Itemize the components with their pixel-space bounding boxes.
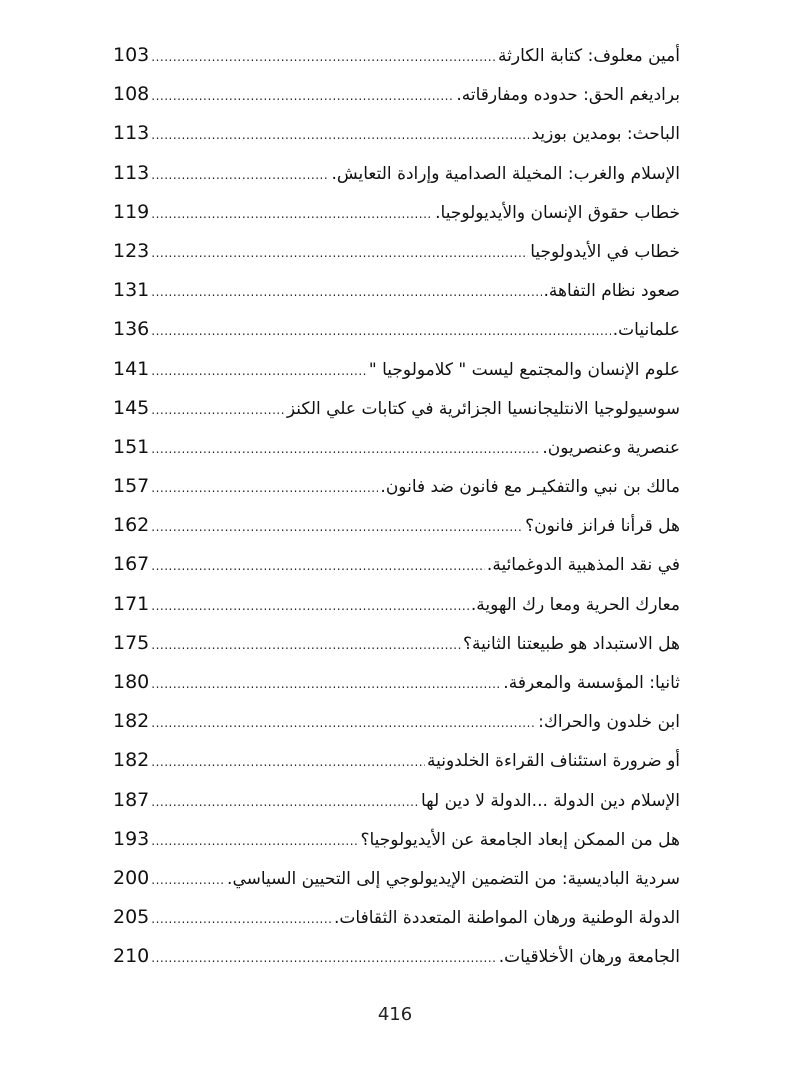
toc-entry-page: 119 [113, 200, 150, 223]
dot-leader [151, 195, 433, 232]
dot-leader [151, 234, 528, 271]
dot-leader [151, 626, 461, 663]
dot-leader [151, 743, 425, 780]
toc-entry[interactable] [113, 937, 680, 976]
toc-entry[interactable] [113, 428, 680, 467]
toc-entry-page: 113 [113, 161, 150, 184]
dot-leader [151, 116, 529, 153]
toc-entry[interactable] [113, 36, 680, 75]
toc-entry[interactable] [113, 467, 680, 506]
toc-entry-title: في نقد المذهبية الدوغمائية. [486, 555, 680, 576]
dot-leader [151, 587, 469, 624]
dot-leader [151, 861, 225, 898]
dot-leader [151, 900, 332, 937]
toc-entry-title: سردية الباديسية: من التضمين الإيديولوجي إلى التحيين السياسي. [227, 868, 680, 889]
toc-entry-page: 193 [113, 827, 150, 850]
dot-leader [151, 939, 496, 976]
toc-entry[interactable] [113, 624, 680, 663]
toc-entry-page: 157 [113, 475, 150, 498]
toc-entry[interactable] [113, 154, 680, 193]
toc-entry-page: 141 [113, 357, 150, 380]
toc-entry-title: براديغم الحق: حدوده ومفارقاته. [456, 85, 680, 106]
toc-entry-title: هل قرأنا فرانز فانون؟ [525, 516, 680, 537]
toc-entry-page: 162 [113, 514, 150, 537]
dot-leader [151, 430, 540, 467]
dot-leader [151, 508, 523, 545]
toc-entry-page: 200 [113, 866, 150, 889]
toc-entry[interactable] [113, 310, 680, 349]
toc-entry-page: 108 [113, 83, 150, 106]
toc-entry-title: الباحث: بومدين بوزيد [531, 124, 680, 145]
toc-entry[interactable] [113, 545, 680, 584]
dot-leader [151, 38, 496, 75]
dot-leader [151, 822, 358, 859]
toc-entry-title: ابن خلدون والحراك: [538, 712, 680, 733]
toc-entry-title: صعود نظام التفاهة. [543, 281, 680, 302]
toc-entry-title: خطاب في الأيدولوجيا [530, 241, 680, 262]
toc-entry[interactable] [113, 75, 680, 114]
toc-entry-page: 175 [113, 631, 150, 654]
toc-entry[interactable] [113, 506, 680, 545]
dot-leader [151, 273, 541, 310]
dot-leader [151, 312, 611, 349]
toc-entry-title: خطاب حقوق الإنسان والأيديولوجيا. [435, 202, 680, 223]
toc-entry[interactable] [113, 350, 680, 389]
toc-entry-title: الجامعة ورهان الأخلاقيات. [498, 947, 680, 968]
dot-leader [151, 156, 329, 193]
toc-entry-page: 123 [113, 239, 150, 262]
toc-entry-title: معارك الحرية ومعا رك الهوية. [470, 594, 680, 615]
toc-entry[interactable] [113, 741, 680, 780]
toc-entry-title: الإسلام والغرب: المخيلة الصدامية وإرادة التعايش. [331, 163, 680, 184]
toc-entry[interactable] [113, 193, 680, 232]
dot-leader [151, 469, 378, 506]
toc-entry-page: 131 [113, 279, 150, 302]
toc-entry[interactable] [113, 781, 680, 820]
toc-entry[interactable] [113, 585, 680, 624]
toc-entry-page: 151 [113, 435, 150, 458]
toc-entry-page: 182 [113, 710, 150, 733]
toc-entry-page: 182 [113, 749, 150, 772]
toc-entry[interactable] [113, 702, 680, 741]
toc-entry[interactable] [113, 859, 680, 898]
toc-entry[interactable] [113, 389, 680, 428]
toc-entry-title: أمين معلوف: كتابة الكارثة [498, 46, 680, 66]
toc-entry[interactable] [113, 820, 680, 859]
page-number: 416 [377, 1004, 413, 1025]
toc-entry-title: هل من الممكن إبعاد الجامعة عن الأيديولوجيا؟ [360, 829, 680, 850]
toc-entry-page: 205 [113, 906, 150, 929]
toc-entry-page: 187 [113, 788, 150, 811]
toc-entry[interactable] [113, 114, 680, 153]
toc-entry-title: علمانيات. [612, 320, 680, 341]
toc-entry-title: أو ضرورة استئناف القراءة الخلدونية [427, 751, 680, 772]
toc-entry-page: 171 [113, 592, 150, 615]
toc-entry[interactable] [113, 232, 680, 271]
dot-leader [151, 783, 419, 820]
toc-entry-title: سوسيولوجيا الانتليجانسيا الجزائرية في كتابات علي الكنز [286, 398, 680, 419]
toc-entry-title: مالك بن نبي والتفكيـر مع فانون ضد فانون. [380, 477, 680, 498]
toc-entry-title: الدولة الوطنية ورهان المواطنة المتعددة الثقافات. [334, 908, 680, 929]
dot-leader [151, 352, 367, 389]
toc-entry-title: علوم الإنسان والمجتمع ليست " كلامولوجيا " [368, 359, 680, 380]
dot-leader [151, 77, 454, 114]
toc-entry-title: الإسلام دين الدولة ...الدولة لا دين لها [420, 790, 680, 811]
toc-entry-title: هل الاستبداد هو طبيعتنا الثانية؟ [463, 633, 680, 654]
toc-entry-title: ثانيا: المؤسسة والمعرفة. [503, 673, 680, 693]
dot-leader [151, 547, 485, 584]
toc-entry[interactable] [113, 898, 680, 937]
toc-entry-page: 103 [113, 44, 150, 66]
dot-leader [151, 665, 501, 702]
toc-entry-page: 136 [113, 318, 150, 341]
dot-leader [151, 704, 536, 741]
table-of-contents [113, 36, 680, 977]
toc-entry-page: 113 [113, 122, 150, 145]
toc-entry-title: عنصرية وعنصريون. [542, 437, 680, 458]
dot-leader [151, 391, 285, 428]
toc-entry-page: 210 [113, 945, 150, 968]
toc-entry[interactable] [113, 663, 680, 702]
toc-entry[interactable] [113, 271, 680, 310]
toc-entry-page: 180 [113, 671, 150, 693]
toc-entry-page: 145 [113, 396, 150, 419]
toc-entry-page: 167 [113, 553, 150, 576]
